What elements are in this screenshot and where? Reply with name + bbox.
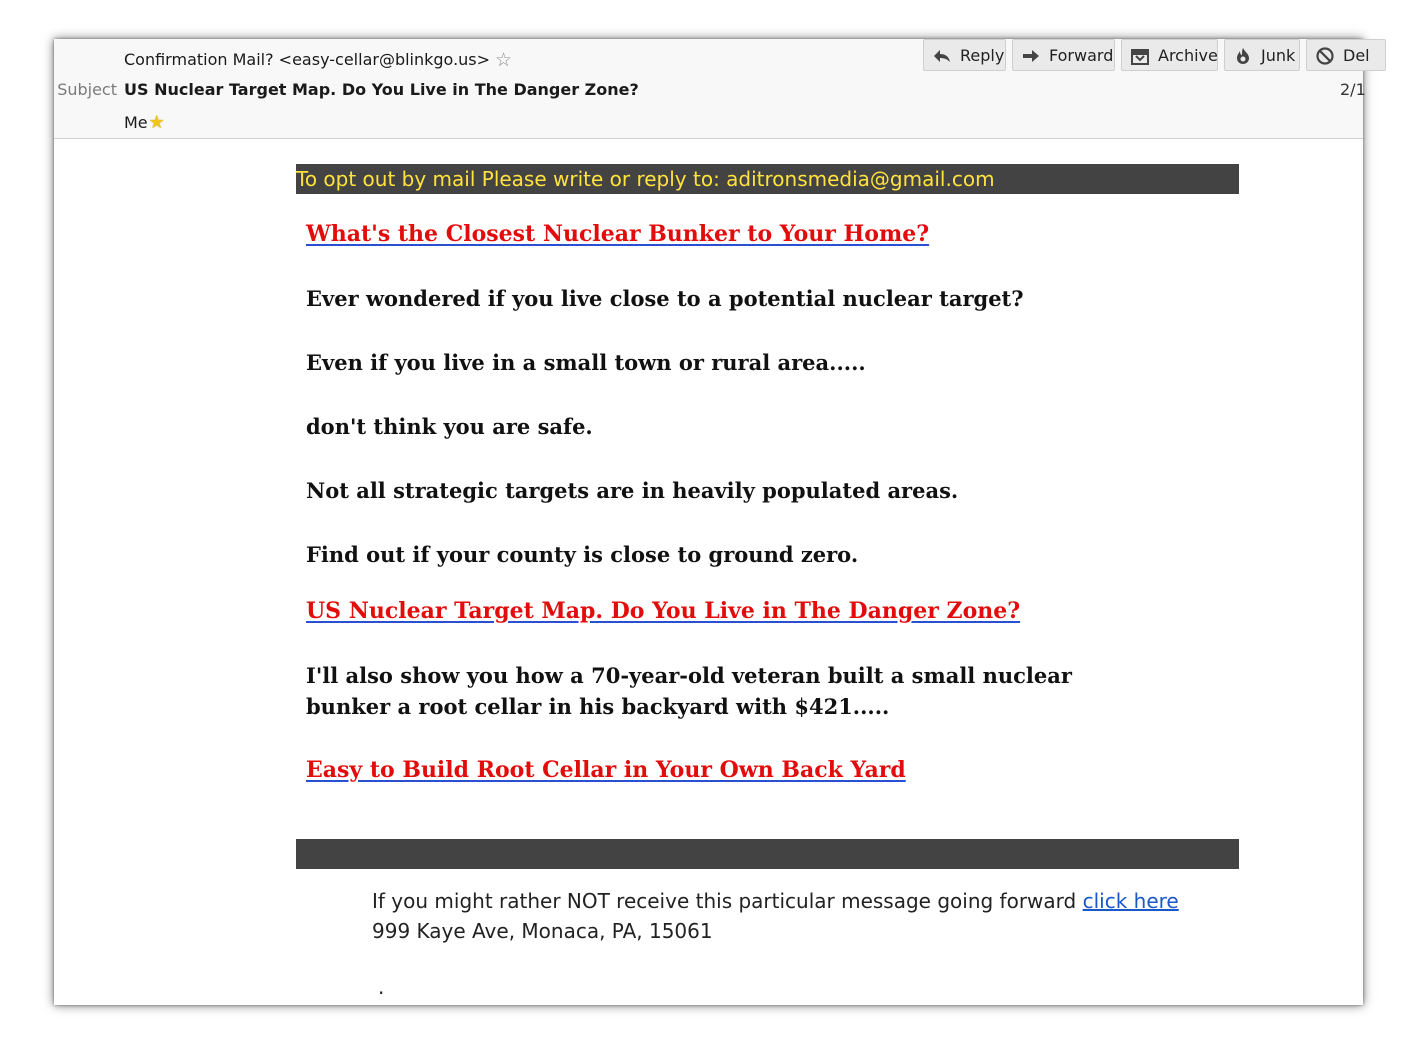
- delete-button[interactable]: [1306, 39, 1386, 71]
- unsubscribe-text: If you might rather NOT receive this particular message going forward: [372, 889, 1077, 913]
- paragraph-3: don't think you are safe.: [306, 414, 593, 439]
- optout-bar: To opt out by mail Please write or reply to: aditronsmedia@gmail.com: [296, 164, 1239, 194]
- reply-icon: [932, 47, 952, 65]
- paragraph-6: I'll also show you how a 70-year-old veteran built a small nuclear bunker a root cellar in his backyard with $421.....: [306, 663, 1072, 719]
- junk-button[interactable]: [1224, 39, 1300, 71]
- sender-address[interactable]: Confirmation Mail? <easy-cellar@blinkgo.us>: [124, 50, 491, 69]
- footer-text: [372, 886, 1179, 946]
- archive-box-icon: [1130, 47, 1150, 65]
- subject-label: Subject: [57, 80, 117, 99]
- message-header: [54, 39, 1370, 139]
- subject-value: US Nuclear Target Map. Do You Live in The Danger Zone?: [124, 80, 639, 99]
- star-outline-icon[interactable]: ☆: [495, 49, 513, 71]
- paragraph-1: Ever wondered if you live close to a potential nuclear target?: [306, 286, 1024, 311]
- footer-bar: [296, 839, 1239, 869]
- star-filled-icon[interactable]: ★: [148, 112, 165, 133]
- prohibited-icon: [1315, 47, 1335, 65]
- trailing-dot: .: [378, 975, 385, 999]
- archive-label: Archive: [1158, 46, 1218, 65]
- message-toolbar: [923, 39, 1370, 72]
- from-value[interactable]: [124, 47, 512, 73]
- to-value[interactable]: [124, 110, 165, 136]
- reply-label: Reply: [960, 46, 1005, 65]
- subject-row: [54, 77, 1363, 103]
- mailing-address: 999 Kaye Ave, Monaca, PA, 15061: [372, 919, 713, 943]
- forward-label: Forward: [1049, 46, 1114, 65]
- bunker-link[interactable]: What's the Closest Nuclear Bunker to Your Home?: [306, 221, 930, 247]
- recipient-name[interactable]: Me: [124, 113, 148, 132]
- from-row: [54, 47, 754, 73]
- root-cellar-link[interactable]: Easy to Build Root Cellar in Your Own Back Yard: [306, 757, 906, 783]
- paragraph-4: Not all strategic targets are in heavily populated areas.: [306, 478, 959, 503]
- archive-button[interactable]: [1121, 39, 1218, 71]
- forward-arrow-icon: [1021, 47, 1041, 65]
- flame-icon: [1233, 47, 1253, 65]
- delete-label: Del: [1343, 46, 1370, 65]
- junk-label: Junk: [1261, 46, 1296, 65]
- message-body: [54, 139, 1363, 1005]
- message-count: 2/1: [1340, 80, 1366, 99]
- unsubscribe-line: [372, 886, 1179, 916]
- to-row: [54, 110, 454, 136]
- forward-button[interactable]: [1012, 39, 1115, 71]
- paragraph-5: Find out if your county is close to ground zero.: [306, 542, 859, 567]
- unsubscribe-link[interactable]: click here: [1082, 889, 1179, 913]
- reply-button[interactable]: [923, 39, 1006, 71]
- target-map-link[interactable]: US Nuclear Target Map. Do You Live in The Danger Zone?: [306, 598, 1021, 624]
- paragraph-2: Even if you live in a small town or rural area.....: [306, 350, 866, 375]
- email-window: [54, 39, 1370, 1005]
